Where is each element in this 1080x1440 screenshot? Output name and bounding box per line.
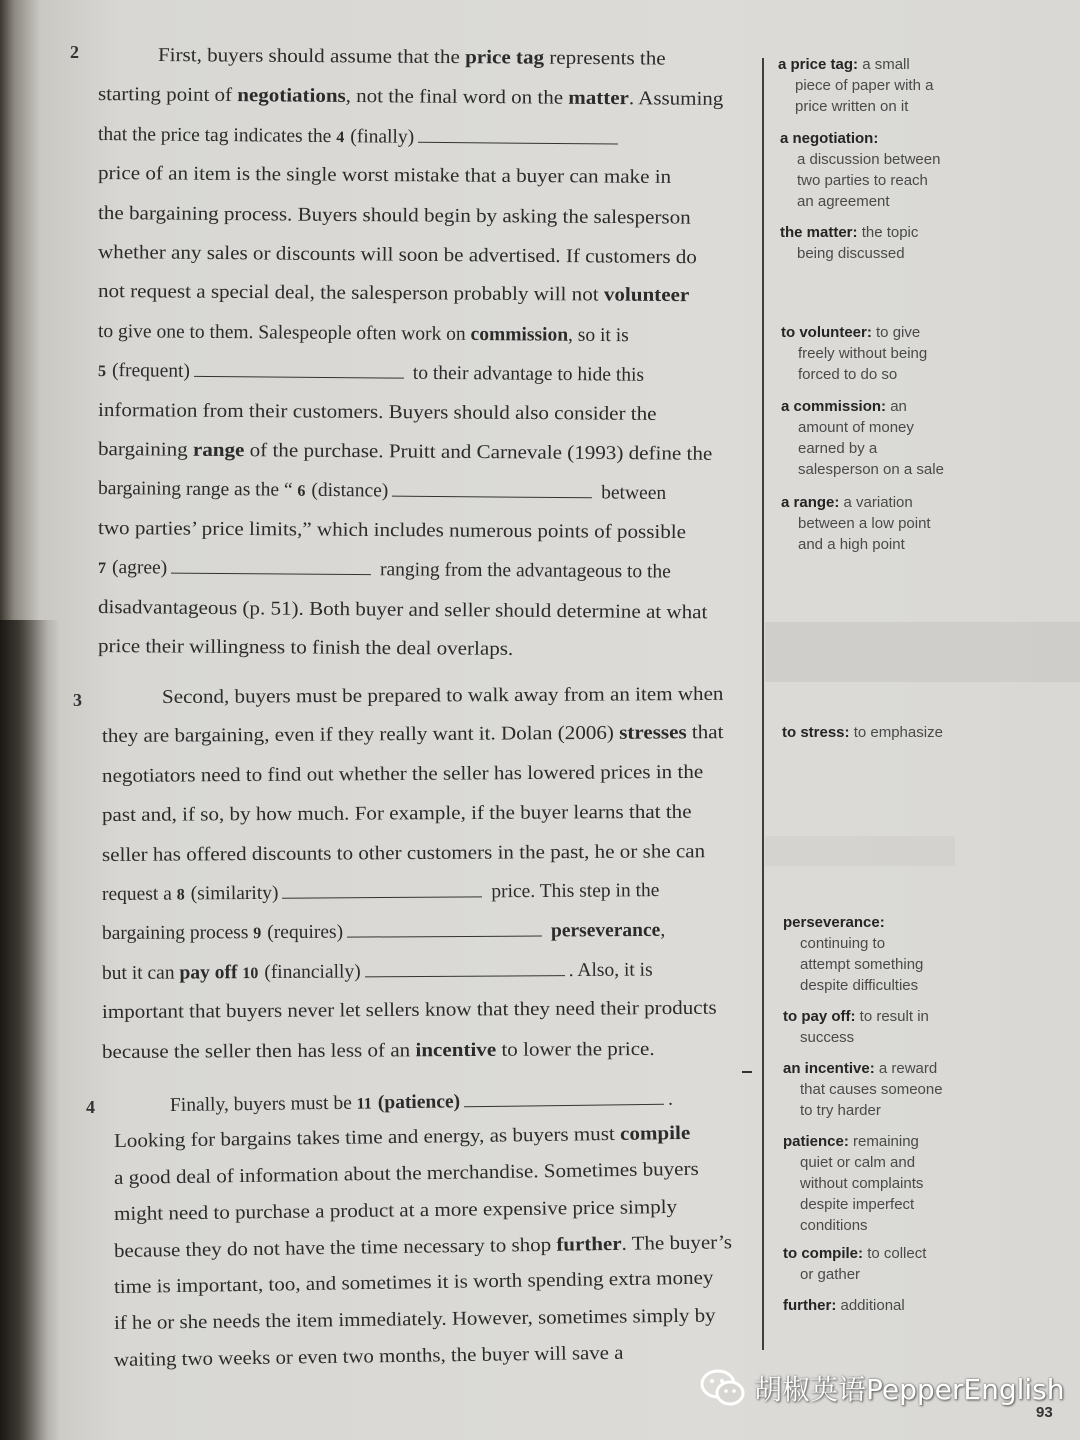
question-number: 7 — [97, 560, 107, 578]
passage-line — [114, 1158, 699, 1191]
glossary-definition: that causes someone — [800, 1081, 943, 1098]
text-run: ranging from the advantageous to the — [375, 559, 671, 583]
glossary-term: a commission: — [781, 398, 887, 415]
text-run: , — [660, 920, 666, 942]
text-run: disadvantageous (p. 51). Both buyer and seller should determine at what — [97, 596, 708, 623]
text-run: because the seller then has less of an — [101, 1039, 416, 1063]
passage-line — [98, 596, 708, 625]
passage-line — [162, 683, 724, 710]
text-run: to lower the price. — [496, 1038, 655, 1061]
passage-line — [98, 399, 657, 427]
passage-line — [98, 162, 671, 190]
glossary-definition: continuing to — [800, 935, 886, 952]
glossary-term: to stress: — [782, 724, 850, 741]
text-run: . Also, it is — [568, 959, 653, 981]
passage-line — [98, 241, 697, 270]
passage-line — [102, 1038, 655, 1065]
text-run: Second, buyers must be prepared to walk away from an item when — [161, 683, 724, 708]
passage-line — [102, 721, 724, 749]
glossary-definition: an agreement — [797, 193, 890, 210]
text-run: price of an item is the single worst mistake that a buyer can make in — [97, 163, 672, 189]
glossary-definition: an — [890, 398, 907, 415]
text-run: waiting two weeks or even two months, the buyer will save a — [113, 1342, 624, 1371]
glossary-definition: conditions — [800, 1217, 868, 1234]
answer-blank[interactable] — [194, 362, 404, 379]
question-number: 5 — [97, 363, 107, 381]
passage-line — [102, 801, 692, 828]
page-number: 93 — [1036, 1404, 1053, 1421]
glossary-entry — [781, 492, 931, 555]
word-hint: (frequent) — [111, 360, 191, 382]
column-divider — [762, 58, 764, 1350]
glossary-definition: despite imperfect — [800, 1196, 915, 1213]
glossed-term: perseverance — [550, 920, 661, 942]
glossary-definition: or gather — [800, 1266, 861, 1283]
text-run: represents the — [543, 47, 666, 70]
answer-blank[interactable] — [171, 559, 371, 576]
glossary-definition: a discussion between — [797, 151, 941, 168]
text-run: , not the final word on the — [345, 86, 569, 110]
text-run: bargaining — [97, 439, 194, 461]
watermark — [700, 1366, 1065, 1410]
answer-blank[interactable] — [392, 482, 592, 499]
word-hint: (agree) — [111, 557, 168, 579]
glossary-entry — [783, 1243, 926, 1285]
question-number: 4 — [336, 128, 345, 146]
text-run: important that buyers never let sellers know that they need their products — [101, 997, 717, 1024]
passage-line — [98, 477, 666, 507]
glossary-entry — [780, 222, 918, 264]
glossary-term: to compile: — [783, 1245, 864, 1262]
glossary-definition: between a low point — [798, 515, 931, 532]
glossed-term: range — [192, 439, 245, 462]
passage-line — [170, 1088, 673, 1119]
glossary-definition: quiet or calm and — [800, 1154, 916, 1171]
text-run: past and, if so, by how much. For example, if the buyer learns that the — [101, 801, 692, 827]
glossary-entry — [783, 912, 923, 996]
glossary-definition: to result in — [859, 1008, 929, 1025]
glossary-definition: to try harder — [800, 1102, 881, 1119]
passage-line — [102, 879, 660, 908]
watermark-text: 胡椒英语PepperEnglish — [754, 1373, 1065, 1406]
glossary-definition: and a high point — [798, 536, 905, 553]
glossed-term: pay off — [179, 961, 238, 984]
glossary-definition: to collect — [867, 1245, 927, 1262]
text-run: that the price tag indicates the — [97, 123, 337, 147]
passage-line — [98, 280, 689, 308]
glossary-entry — [781, 322, 927, 385]
glossary-term: an incentive: — [783, 1060, 875, 1077]
glossed-term: incentive — [415, 1039, 497, 1061]
glossary-term: a price tag: — [778, 56, 859, 73]
passage-line — [102, 997, 717, 1025]
word-hint: (similarity) — [190, 882, 279, 905]
glossary-entry — [783, 1131, 923, 1236]
passage-line — [102, 840, 705, 868]
question-number: 9 — [253, 925, 262, 943]
glossed-term: matter — [568, 88, 629, 110]
text-run: First, buyers should assume that the — [157, 45, 466, 69]
question-number: 8 — [176, 886, 185, 904]
glossary-definition: amount of money — [798, 419, 914, 436]
text-run: information from their customers. Buyers should also consider the — [97, 399, 657, 425]
passage-line — [98, 556, 671, 585]
show-through-band — [765, 836, 955, 866]
glossary-entry — [783, 1006, 929, 1048]
glossed-term: volunteer — [603, 284, 690, 307]
passage-line — [98, 517, 686, 545]
text-run: Looking for bargains takes time and energy, as buyers must — [113, 1124, 621, 1153]
paragraph-number: 3 — [73, 690, 82, 710]
text-run: time is important, too, and sometimes it is worth spending extra money — [113, 1267, 714, 1298]
glossed-term: compile — [619, 1123, 691, 1146]
text-run: starting point of — [97, 84, 238, 107]
passage-line — [114, 1342, 624, 1373]
text-run: . Assuming — [628, 88, 724, 111]
answer-blank[interactable] — [282, 882, 482, 898]
glossary-entry — [781, 396, 944, 480]
glossary-definition: earned by a — [798, 440, 878, 457]
glossary-definition: piece of paper with a — [795, 77, 934, 94]
text-run: bargaining range as the “ — [97, 478, 298, 502]
text-run: might need to purchase a product at a more expensive price simply — [113, 1197, 678, 1226]
glossary-definition: success — [800, 1029, 855, 1046]
glossary-entry — [780, 128, 940, 212]
text-run: the bargaining process. Buyers should begin by asking the salesperson — [97, 202, 691, 229]
text-run: bargaining process — [101, 922, 254, 945]
glossary-definition: remaining — [853, 1133, 919, 1150]
passage-line — [114, 1196, 677, 1227]
glossary-definition: the topic — [861, 224, 919, 241]
paragraph-number: 4 — [86, 1097, 95, 1117]
glossary-term: to pay off: — [783, 1008, 856, 1025]
glossary-definition: two parties to reach — [797, 172, 928, 189]
glossary-definition: additional — [840, 1297, 905, 1314]
word-hint: (distance) — [311, 480, 389, 502]
glossed-term: negotiations — [237, 85, 346, 108]
answer-blank[interactable] — [365, 961, 565, 977]
glossary-definition: despite difficulties — [800, 977, 919, 994]
answer-blank[interactable] — [464, 1090, 664, 1108]
passage-line — [98, 123, 622, 153]
passage-line — [114, 1231, 732, 1264]
word-hint: (patience) — [377, 1091, 461, 1114]
text-run: two parties’ price limits,” which includes numerous points of possible — [97, 517, 687, 543]
text-run: whether any sales or discounts will soon be advertised. If customers do — [97, 242, 697, 269]
text-run: seller has offered discounts to other customers in the past, he or she can — [101, 840, 706, 866]
text-run: , so it is — [568, 324, 629, 346]
text-run: that — [686, 722, 724, 744]
glossary-entry — [783, 1058, 943, 1121]
text-run: negotiators need to find out whether the seller has lowered prices in the — [101, 761, 704, 787]
glossary-entry — [782, 722, 943, 743]
glossary-term: perseverance: — [783, 914, 885, 931]
glossary-definition: salesperson on a sale — [798, 461, 944, 478]
text-run: if he or she needs the item immediately. However, sometimes simply by — [113, 1305, 716, 1335]
text-run: not request a special deal, the salesperson probably will not — [97, 281, 604, 306]
passage-line — [114, 1267, 714, 1300]
paragraph-number: 2 — [70, 42, 79, 62]
glossary-definition: being discussed — [797, 245, 905, 262]
passage-line — [102, 919, 665, 947]
text-run: but it can — [101, 962, 180, 984]
passage-line — [98, 83, 724, 112]
word-hint: (requires) — [267, 922, 344, 944]
passage-line — [98, 438, 712, 467]
glossary-term: to volunteer: — [781, 324, 872, 341]
text-run: a good deal of information about the merchandise. Sometimes buyers — [113, 1158, 699, 1189]
glossary-term: a negotiation: — [780, 130, 879, 147]
glossary-definition: price written on it — [795, 98, 909, 115]
text-run: they are bargaining, even if they really want it. Dolan (2006) — [101, 723, 620, 748]
passage-line — [98, 635, 513, 662]
passage-line — [98, 202, 691, 231]
glossary-definition: without complaints — [800, 1175, 924, 1192]
glossary-term: a range: — [781, 494, 840, 511]
glossary-term: patience: — [783, 1133, 849, 1150]
glossary-term: further: — [783, 1297, 837, 1314]
text-run: to give one to them. Salespeople often work on — [97, 320, 471, 345]
glossary-entry — [778, 54, 933, 117]
passage-line — [114, 1122, 691, 1154]
glossary-definition: to emphasize — [853, 724, 943, 741]
text-run: price. This step in the — [486, 880, 660, 903]
question-number: 6 — [297, 483, 306, 501]
glossary-definition: to give — [876, 324, 921, 341]
answer-blank[interactable] — [347, 922, 542, 938]
question-number: 10 — [242, 964, 259, 982]
glossed-term: price tag — [465, 47, 545, 69]
passage-line — [102, 761, 703, 789]
glossed-term: commission — [470, 323, 569, 346]
text-run: because they do not have the time necessary to shop — [113, 1234, 557, 1262]
glossary-definition: freely without being — [798, 345, 928, 362]
word-hint: (finally) — [350, 125, 415, 148]
wechat-icon — [700, 1368, 746, 1408]
text-run: Finally, buyers must be — [169, 1092, 357, 1116]
text-run: price their willingness to finish the deal overlaps. — [97, 636, 514, 660]
glossary-entry — [783, 1295, 905, 1316]
answer-blank[interactable] — [418, 128, 618, 145]
glossary-definition: forced to do so — [798, 366, 898, 383]
passage-line — [98, 359, 644, 389]
glossary-definition: a small — [862, 56, 910, 73]
text-run: of the purchase. Pruitt and Carnevale (1993) define the — [244, 440, 713, 465]
question-number: 11 — [356, 1095, 372, 1113]
passage-line — [158, 44, 666, 72]
glossary-definition: a variation — [843, 494, 913, 511]
show-through-band — [765, 622, 1080, 682]
glossed-term: stresses — [619, 722, 687, 745]
glossary-definition: attempt something — [800, 956, 924, 973]
text-run: to their advantage to hide this — [407, 362, 645, 386]
text-run: . — [667, 1088, 674, 1110]
text-run: between — [596, 482, 667, 505]
word-hint: (financially) — [264, 961, 361, 983]
text-run: . The buyer’s — [621, 1231, 733, 1255]
glossary-term: the matter: — [780, 224, 858, 241]
passage-line — [114, 1305, 716, 1337]
passage-line — [98, 320, 629, 348]
glossed-term: further — [556, 1233, 622, 1256]
passage-line — [102, 958, 653, 986]
text-run: request a — [101, 883, 177, 905]
glossary-definition: a reward — [878, 1060, 938, 1077]
